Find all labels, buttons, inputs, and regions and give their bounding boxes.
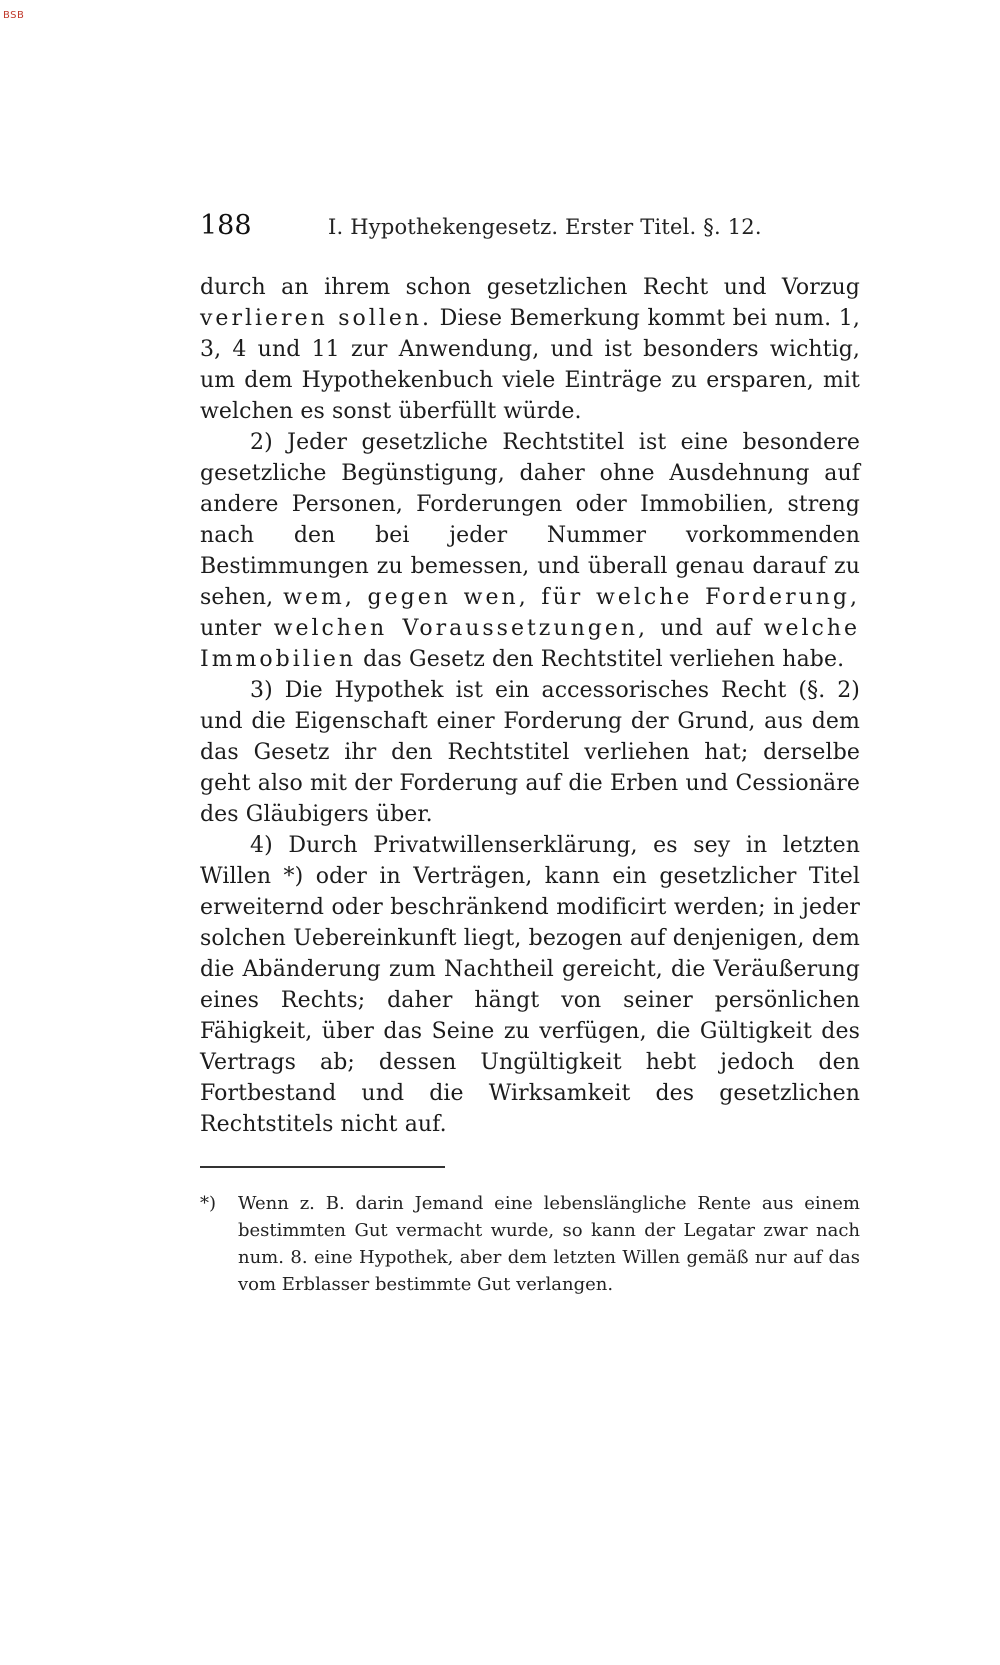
page-number: 188 (200, 210, 252, 241)
paragraph-2 (200, 427, 860, 675)
text-run: Diese Bemerkung kommt bei num. 1, 3, 4 und 11 zur Anwendung, und ist besonders wichtig, um dem Hypothekenbuch viele Einträge zu ersparen, mit welchen es sonst überfüllt würde. (200, 306, 860, 424)
text-run: unter (200, 616, 274, 641)
body-text (200, 272, 860, 1140)
spaced-emphasis: welche Immobilien (200, 616, 861, 672)
book-page (200, 210, 860, 1298)
spaced-emphasis: wem, gegen wen, für welche Forderung, (283, 585, 860, 610)
running-head (200, 210, 860, 250)
text-run: durch an ihrem schon gesetzlichen Recht und Vorzug (200, 275, 860, 300)
text-run: das Gesetz den Rechtstitel verliehen habe. (356, 647, 845, 672)
paragraph-4: 4) Durch Privatwillenserklärung, es sey in letzten Willen *) oder in Verträgen, kann ein gesetzlicher Titel erweiternd oder beschränkend modificirt werden; in jeder solchen Uebereinkunft liegt, bezogen auf denjenigen, dem die Abänderung zum Nachtheil gereicht, die Veräußerung eines Rechts; daher hängt von seiner persönlichen Fähigkeit, über das Seine zu verfügen, die Gültigkeit des Vertrags ab; dessen Ungültigkeit hebt jedoch den Fortbestand und die Wirksamkeit des gesetzlichen Rechtstitels nicht auf. (200, 833, 860, 1137)
footnote (200, 1190, 860, 1298)
text-run: 2) Jeder gesetzliche Rechtstitel ist eine besondere gesetzliche Begünstigung, daher ohne Ausdehnung auf andere Personen, Forderungen oder Immobilien, streng nach den bei jeder Nummer vorkommenden Bestimmungen zu bemessen, und überall genau darauf zu sehen, (200, 430, 860, 610)
running-title: I. Hypothekengesetz. Erster Titel. §. 12. (328, 215, 762, 239)
paragraph-continuation (200, 272, 860, 427)
library-mark: BSB (3, 10, 25, 21)
text-run: und auf (648, 616, 764, 641)
footnote-text: Wenn z. B. darin Jemand eine lebenslängliche Rente aus einem bestimmten Gut vermacht wurde, so kann der Legatar zwar nach num. 8. eine Hypothek, aber dem letzten Willen gemäß nur auf das vom Erblasser bestimmte Gut verlangen. (238, 1193, 860, 1295)
footnote-divider (200, 1166, 445, 1168)
spaced-emphasis: verlieren sollen. (200, 306, 433, 331)
footnote-marker: *) (200, 1193, 217, 1214)
spaced-emphasis: welchen Voraussetzungen, (273, 616, 649, 641)
footnotes (200, 1190, 860, 1298)
paragraph-3: 3) Die Hypothek ist ein accessorisches Recht (§. 2) und die Eigenschaft einer Forderung der Grund, aus dem das Gesetz ihr den Rechtstitel verliehen hat; derselbe geht also mit der Forderung auf die Erben und Cessionäre des Gläubigers über. (200, 678, 860, 827)
